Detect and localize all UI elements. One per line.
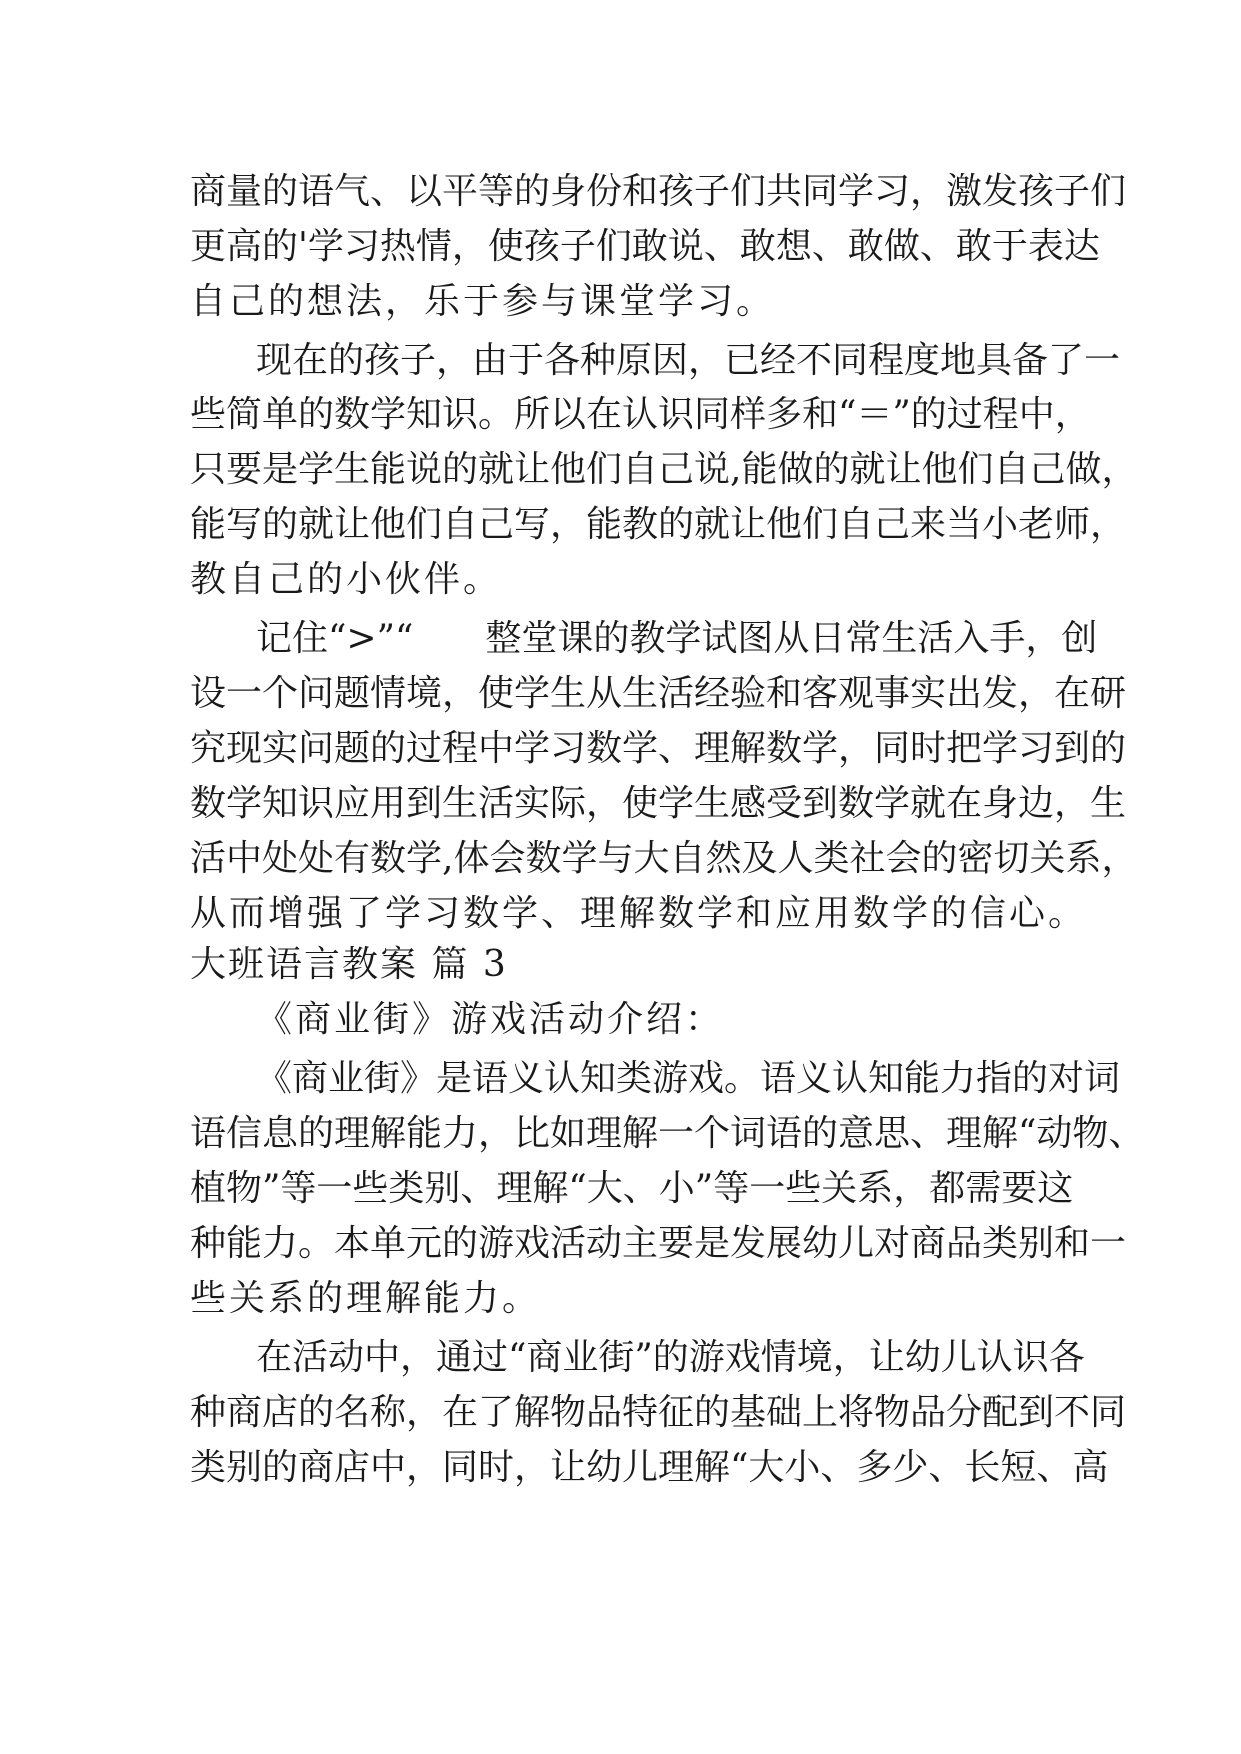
text-line: 在活动中，通过“商业街”的游戏情境，让幼儿认识各 — [256, 1337, 1085, 1378]
text-line: 更高的'学习热情，使孩子们敢说、敢想、敢做、敢于表达 — [190, 226, 1100, 267]
text-line: 究现实问题的过程中学习数学、理解数学，同时把学习到的 — [190, 728, 1127, 769]
text-line: 种能力。本单元的游戏活动主要是发展幼儿对商品类别和一 — [190, 1223, 1127, 1264]
text-line: 些关系的理解能力。 — [190, 1278, 542, 1319]
text-line: 活中处处有数学,体会数学与大自然及人类社会的密切关系， — [190, 838, 1138, 879]
text-line: 语信息的理解能力，比如理解一个词语的意思、理解“动物、 — [190, 1113, 1145, 1154]
text-line: 商量的语气、以平等的身份和孩子们共同学习，激发孩子们 — [190, 171, 1127, 212]
text-line: 些简单的数学知识。所以在认识同样多和“＝”的过程中， — [190, 394, 1091, 435]
text-line: 《商业街》游戏活动介绍： — [256, 999, 725, 1040]
text-line: 数学知识应用到生活实际，使学生感受到数学就在身边，生 — [190, 783, 1127, 824]
text-line: 种商店的名称，在了解物品特征的基础上将物品分配到不同 — [190, 1392, 1127, 1433]
text-line: 现在的孩子，由于各种原因，已经不同程度地具备了一 — [256, 340, 1121, 381]
text-line: 自己的想法，乐于参与课堂学习。 — [190, 281, 776, 322]
text-line: 能写的就让他们自己写，能教的就让他们自己来当小老师， — [190, 504, 1127, 545]
text-line: 植物”等一些类别、理解“大、小”等一些关系，都需要这 — [190, 1168, 1074, 1209]
section-heading: 大班语言教案 篇 3 — [190, 944, 508, 985]
text-line: 只要是学生能说的就让他们自己说,能做的就让他们自己做， — [190, 449, 1138, 490]
text-line: 从而增强了学习数学、理解数学和应用数学的信心。 — [190, 893, 1088, 934]
text-line: 类别的商店中，同时，让幼儿理解“大小、多少、长短、高 — [190, 1447, 1109, 1488]
text-line: 记住“>”“ 整堂课的教学试图从日常生活入手，创 — [256, 618, 1098, 659]
text-line: 设一个问题情境，使学生从生活经验和客观事实出发，在研 — [190, 673, 1127, 714]
text-line: 教自己的小伙伴。 — [190, 559, 503, 600]
text-line: 《商业街》是语义认知类游戏。语义认知能力指的对词 — [256, 1058, 1121, 1099]
